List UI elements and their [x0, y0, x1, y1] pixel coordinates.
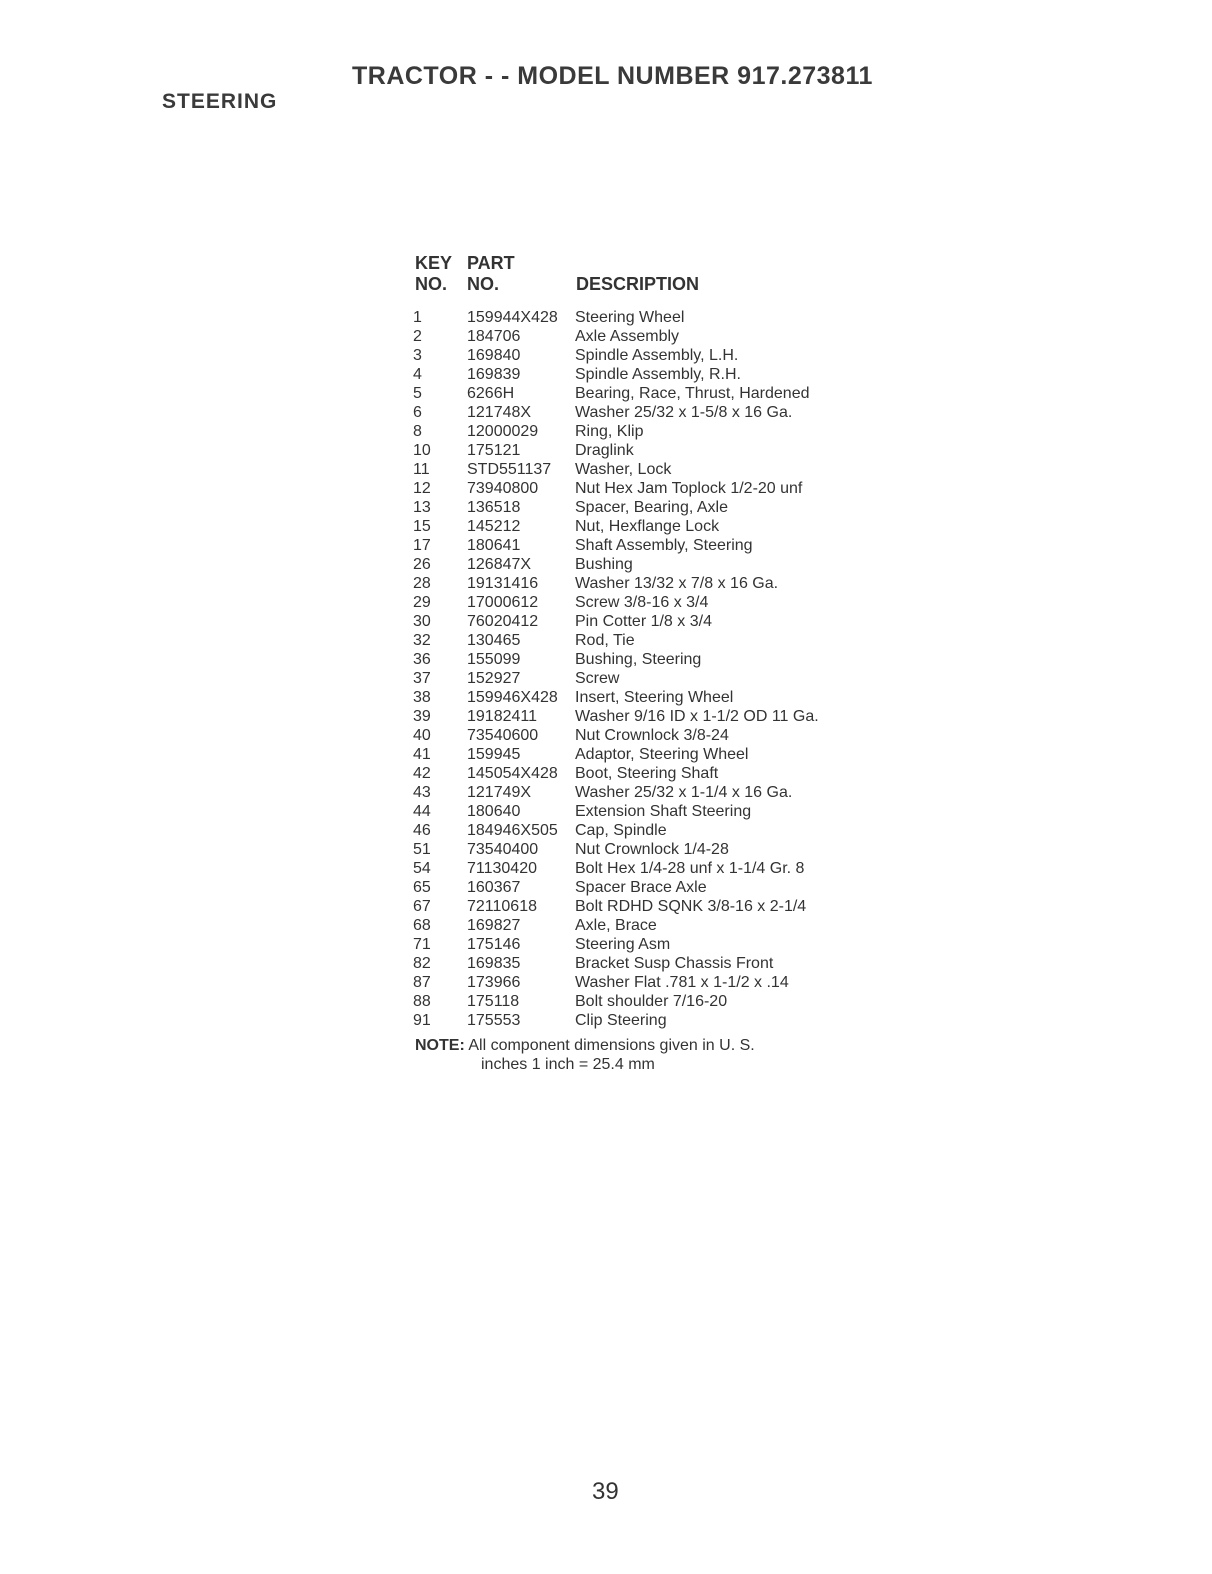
key-no: 68: [413, 917, 431, 934]
description: Nut Crownlock 1/4-28: [575, 841, 729, 858]
table-row: [413, 669, 883, 688]
header-part-line2: NO.: [467, 274, 500, 294]
table-row: [413, 897, 883, 916]
key-no: 44: [413, 803, 431, 820]
part-no: 6266H: [467, 385, 515, 402]
part-no: 159945: [467, 746, 521, 763]
key-no: 71: [413, 936, 431, 953]
key-no: 10: [413, 442, 431, 459]
table-row: [413, 1011, 883, 1030]
part-no: 180640: [467, 803, 521, 820]
part-no: 71130420: [467, 860, 537, 877]
description: Spacer Brace Axle: [575, 879, 707, 896]
part-no: 121749X: [467, 784, 532, 801]
part-no: 180641: [467, 537, 521, 554]
part-no: 72110618: [467, 898, 537, 915]
description: Rod, Tie: [575, 632, 635, 649]
part-no: 145054X428: [467, 765, 558, 782]
table-row: [413, 935, 883, 954]
description: Washer 13/32 x 7/8 x 16 Ga.: [575, 575, 779, 592]
key-no: 26: [413, 556, 431, 573]
table-row: [413, 631, 883, 650]
key-no: 38: [413, 689, 431, 706]
part-no: 175146: [467, 936, 521, 953]
description: Bushing, Steering: [575, 651, 702, 668]
table-row: [413, 460, 883, 479]
table-row: [413, 536, 883, 555]
table-row: [413, 384, 883, 403]
table-row: [413, 441, 883, 460]
description: Clip Steering: [575, 1012, 667, 1029]
description: Bolt Hex 1/4-28 unf x 1-1/4 Gr. 8: [575, 860, 805, 877]
description: Steering Asm: [575, 936, 671, 953]
key-no: 6: [413, 404, 422, 421]
table-row: [413, 650, 883, 669]
part-no: 126847X: [467, 556, 532, 573]
part-no: 160367: [467, 879, 521, 896]
part-no: 173966: [467, 974, 521, 991]
part-no: 130465: [467, 632, 521, 649]
key-no: 87: [413, 974, 431, 991]
key-no: 13: [413, 499, 431, 516]
key-no: 65: [413, 879, 431, 896]
header-part-line1: PART: [467, 253, 515, 273]
table-row: [413, 688, 883, 707]
description: Spindle Assembly, L.H.: [575, 347, 739, 364]
description: Washer 9/16 ID x 1-1/2 OD 11 Ga.: [575, 708, 819, 725]
part-no: 155099: [467, 651, 521, 668]
header-description: DESCRIPTION: [576, 274, 700, 294]
table-row: [413, 878, 883, 897]
key-no: 28: [413, 575, 431, 592]
table-row: [413, 346, 883, 365]
part-no: 159946X428: [467, 689, 558, 706]
part-no: 169839: [467, 366, 521, 383]
description: Adaptor, Steering Wheel: [575, 746, 749, 763]
key-no: 5: [413, 385, 422, 402]
part-no: 145212: [467, 518, 521, 535]
table-row: [413, 745, 883, 764]
parts-list: [413, 308, 883, 1030]
key-no: 40: [413, 727, 431, 744]
description: Draglink: [575, 442, 634, 459]
part-no: 184946X505: [467, 822, 558, 839]
table-row: [413, 479, 883, 498]
part-no: 169827: [467, 917, 521, 934]
key-no: 51: [413, 841, 431, 858]
description: Washer 25/32 x 1-5/8 x 16 Ga.: [575, 404, 793, 421]
key-no: 15: [413, 518, 431, 535]
part-no: 184706: [467, 328, 521, 345]
description: Nut Hex Jam Toplock 1/2-20 unf: [575, 480, 803, 497]
description: Washer 25/32 x 1-1/4 x 16 Ga.: [575, 784, 793, 801]
description: Cap, Spindle: [575, 822, 667, 839]
key-no: 17: [413, 537, 431, 554]
description: Spacer, Bearing, Axle: [575, 499, 728, 516]
description: Nut, Hexflange Lock: [575, 518, 720, 535]
page-title: TRACTOR - - MODEL NUMBER 917.273811: [352, 62, 873, 90]
header-key-line1: KEY: [415, 253, 453, 273]
description: Screw 3/8-16 x 3/4: [575, 594, 709, 611]
description: Bearing, Race, Thrust, Hardened: [575, 385, 810, 402]
table-row: [413, 726, 883, 745]
description: Bushing: [575, 556, 633, 573]
part-no: 136518: [467, 499, 521, 516]
description: Bracket Susp Chassis Front: [575, 955, 774, 972]
key-no: 3: [413, 347, 422, 364]
key-no: 11: [413, 461, 430, 478]
table-row: [413, 916, 883, 935]
description: Pin Cotter 1/8 x 3/4: [575, 613, 712, 630]
part-no: 175553: [467, 1012, 521, 1029]
part-no: 169840: [467, 347, 521, 364]
part-no: STD551137: [467, 461, 552, 478]
table-row: [413, 954, 883, 973]
table-row: [413, 859, 883, 878]
part-no: 73540600: [467, 727, 539, 744]
table-row: [413, 593, 883, 612]
description: Steering Wheel: [575, 309, 685, 326]
table-row: [413, 802, 883, 821]
part-no: 121748X: [467, 404, 532, 421]
key-no: 8: [413, 423, 422, 440]
table-row: [413, 707, 883, 726]
note-label: NOTE:: [415, 1037, 465, 1054]
part-no: 17000612: [467, 594, 539, 611]
table-row: [413, 365, 883, 384]
table-row: [413, 403, 883, 422]
description: Nut Crownlock 3/8-24: [575, 727, 729, 744]
key-no: 4: [413, 366, 422, 383]
note-line1: All component dimensions given in U. S.: [468, 1037, 755, 1054]
key-no: 46: [413, 822, 431, 839]
key-no: 29: [413, 594, 431, 611]
key-no: 82: [413, 955, 431, 972]
table-row: [413, 422, 883, 441]
table-row: [413, 783, 883, 802]
table-row: [413, 840, 883, 859]
description: Spindle Assembly, R.H.: [575, 366, 741, 383]
table-row: [413, 612, 883, 631]
part-no: 152927: [467, 670, 521, 687]
description: Screw: [575, 670, 620, 687]
key-no: 2: [413, 328, 422, 345]
key-no: 39: [413, 708, 431, 725]
part-no: 19131416: [467, 575, 539, 592]
description: Boot, Steering Shaft: [575, 765, 719, 782]
table-row: [413, 308, 883, 327]
table-row: [413, 574, 883, 593]
table-row: [413, 992, 883, 1011]
part-no: 19182411: [467, 708, 537, 725]
note-line2: inches 1 inch = 25.4 mm: [481, 1056, 655, 1073]
section-title: STEERING: [162, 90, 278, 113]
key-no: 1: [413, 309, 422, 326]
part-no: 175121: [467, 442, 521, 459]
table-row: [413, 764, 883, 783]
description: Bolt RDHD SQNK 3/8-16 x 2-1/4: [575, 898, 807, 915]
key-no: 30: [413, 613, 431, 630]
description: Axle Assembly: [575, 328, 680, 345]
description: Shaft Assembly, Steering: [575, 537, 753, 554]
page-number: 39: [592, 1478, 619, 1505]
part-no: 175118: [467, 993, 520, 1010]
key-no: 42: [413, 765, 431, 782]
header-key-line2: NO.: [415, 274, 448, 294]
description: Ring, Klip: [575, 423, 644, 440]
key-no: 43: [413, 784, 431, 801]
key-no: 54: [413, 860, 431, 877]
key-no: 37: [413, 670, 431, 687]
key-no: 88: [413, 993, 431, 1010]
table-row: [413, 555, 883, 574]
key-no: 32: [413, 632, 431, 649]
description: Washer Flat .781 x 1-1/2 x .14: [575, 974, 789, 991]
key-no: 12: [413, 480, 431, 497]
part-no: 159944X428: [467, 309, 558, 326]
part-no: 73940800: [467, 480, 539, 497]
table-row: [413, 973, 883, 992]
description: Extension Shaft Steering: [575, 803, 752, 820]
key-no: 91: [413, 1012, 431, 1029]
part-no: 73540400: [467, 841, 539, 858]
description: Washer, Lock: [575, 461, 672, 478]
description: Bolt shoulder 7/16-20: [575, 993, 728, 1010]
part-no: 12000029: [467, 423, 539, 440]
part-no: 76020412: [467, 613, 539, 630]
note: [415, 1036, 755, 1055]
key-no: 36: [413, 651, 431, 668]
table-row: [413, 327, 883, 346]
description: Axle, Brace: [575, 917, 657, 934]
key-no: 41: [413, 746, 431, 763]
table-row: [413, 517, 883, 536]
part-no: 169835: [467, 955, 521, 972]
table-row: [413, 498, 883, 517]
description: Insert, Steering Wheel: [575, 689, 734, 706]
table-row: [413, 821, 883, 840]
key-no: 67: [413, 898, 431, 915]
